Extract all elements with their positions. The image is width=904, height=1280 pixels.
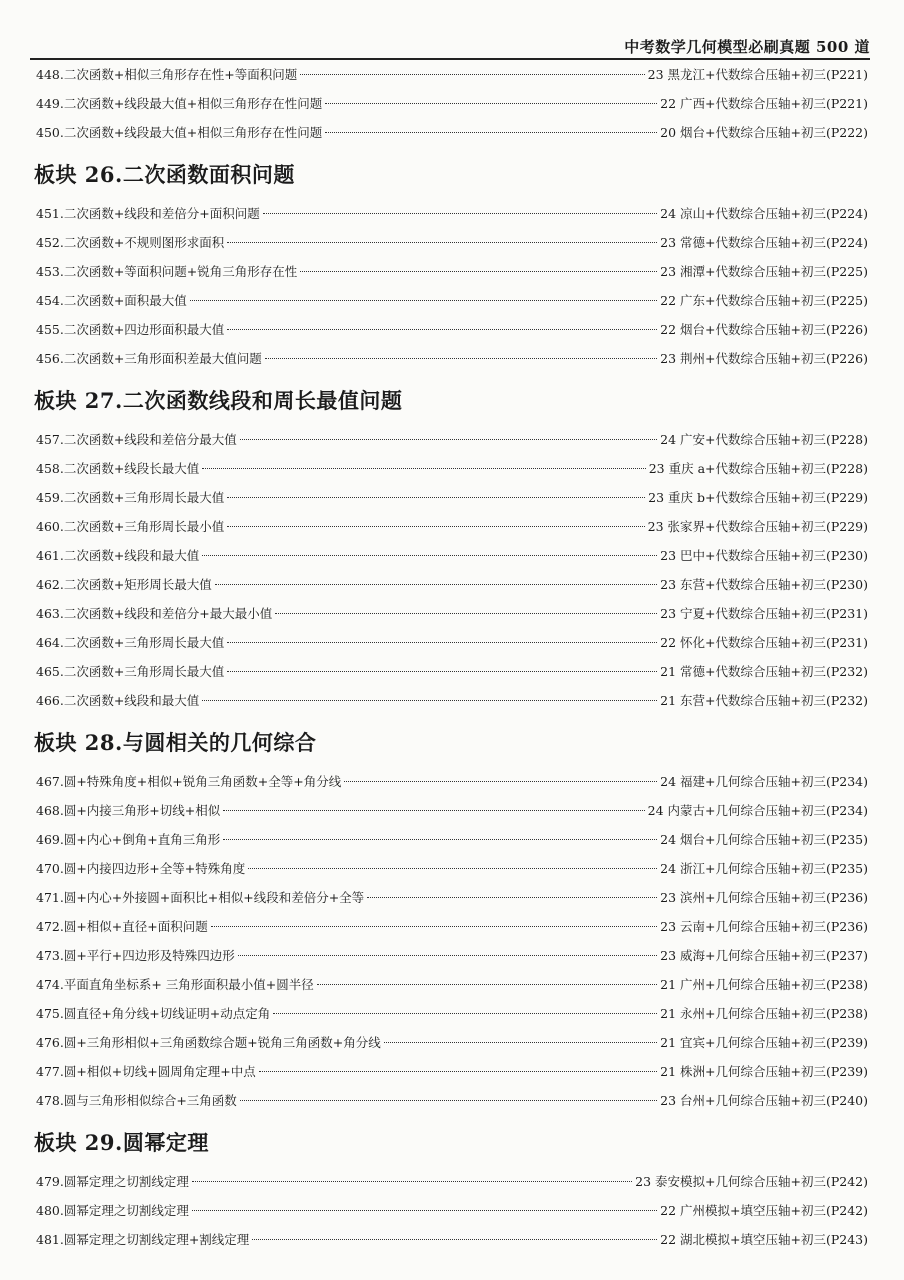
- entry-source-page: 20 烟台+代数综合压轴+初三(P222): [660, 125, 868, 140]
- dot-leader: [367, 897, 657, 898]
- section-heading: 板块 29.圆幂定理: [34, 1130, 209, 1155]
- entry-title: 456.二次函数+三角形面积差最大值问题: [36, 351, 262, 366]
- dot-leader: [190, 300, 657, 301]
- entry-title: 465.二次函数+三角形周长最大值: [36, 664, 225, 679]
- dot-leader: [265, 358, 657, 359]
- entry-title: 474.平面直角坐标系+ 三角形面积最小值+圆半径: [36, 977, 314, 992]
- entry-title: 462.二次函数+矩形周长最大值: [36, 577, 212, 592]
- toc-entry: [36, 344, 868, 373]
- toc-entry: [36, 767, 868, 796]
- toc-entry: [36, 1028, 868, 1057]
- dot-leader: [227, 642, 657, 643]
- entry-source-page: 23 荆州+代数综合压轴+初三(P226): [660, 351, 868, 366]
- dot-leader: [227, 242, 657, 243]
- entry-title: 476.圆+三角形相似+三角函数综合题+锐角三角函数+角分线: [36, 1035, 381, 1050]
- toc-section: [36, 60, 868, 147]
- entry-source-page: 21 东营+代数综合压轴+初三(P232): [660, 693, 868, 708]
- entry-source-page: 23 重庆 a+代数综合压轴+初三(P228): [648, 461, 868, 476]
- entry-source-page: 23 巴中+代数综合压轴+初三(P230): [660, 548, 868, 563]
- dot-leader: [227, 329, 657, 330]
- entry-title: 453.二次函数+等面积问题+锐角三角形存在性: [36, 264, 298, 279]
- entry-source-page: 23 重庆 b+代数综合压轴+初三(P229): [648, 490, 868, 505]
- entry-source-page: 22 广东+代数综合压轴+初三(P225): [660, 293, 868, 308]
- toc-entry: [36, 315, 868, 344]
- entry-source-page: 21 永州+几何综合压轴+初三(P238): [660, 1006, 868, 1021]
- entry-title: 459.二次函数+三角形周长最大值: [36, 490, 225, 505]
- dot-leader: [227, 497, 645, 498]
- toc-entry: [36, 1057, 868, 1086]
- toc-entry: [36, 825, 868, 854]
- dot-leader: [240, 1100, 657, 1101]
- toc-section: [36, 715, 868, 1115]
- entry-source-page: 22 湖北模拟+填空压轴+初三(P243): [660, 1232, 868, 1247]
- toc-entry: [36, 425, 868, 454]
- entry-title: 472.圆+相似+直径+面积问题: [36, 919, 208, 934]
- toc-entry: [36, 1196, 868, 1225]
- entry-source-page: 23 常德+代数综合压轴+初三(P224): [660, 235, 868, 250]
- entry-title: 455.二次函数+四边形面积最大值: [36, 322, 225, 337]
- entry-source-page: 21 广州+几何综合压轴+初三(P238): [660, 977, 868, 992]
- dot-leader: [202, 555, 657, 556]
- entry-title: 461.二次函数+线段和最大值: [36, 548, 200, 563]
- toc-entry: [36, 286, 868, 315]
- entry-title: 458.二次函数+线段长最大值: [36, 461, 200, 476]
- entry-source-page: 24 广安+代数综合压轴+初三(P228): [660, 432, 868, 447]
- toc-entry: [36, 1225, 868, 1254]
- entry-title: 479.圆幂定理之切割线定理: [36, 1174, 189, 1189]
- section-heading: 板块 28.与圆相关的几何综合: [34, 730, 317, 755]
- dot-leader: [325, 103, 657, 104]
- toc-entry: [36, 1167, 868, 1196]
- dot-leader: [215, 584, 657, 585]
- entry-title: 450.二次函数+线段最大值+相似三角形存在性问题: [36, 125, 323, 140]
- entry-source-page: 24 福建+几何综合压轴+初三(P234): [660, 774, 868, 789]
- entry-title: 475.圆直径+角分线+切线证明+动点定角: [36, 1006, 271, 1021]
- entry-source-page: 24 内蒙古+几何综合压轴+初三(P234): [647, 803, 868, 818]
- toc-entry: [36, 599, 868, 628]
- dot-leader: [263, 213, 657, 214]
- toc-entry: [36, 686, 868, 715]
- entry-source-page: 22 烟台+代数综合压轴+初三(P226): [660, 322, 868, 337]
- entry-source-page: 23 泰安模拟+几何综合压轴+初三(P242): [635, 1174, 868, 1189]
- toc-entry: [36, 999, 868, 1028]
- entry-title: 460.二次函数+三角形周长最小值: [36, 519, 225, 534]
- toc-entry: [36, 941, 868, 970]
- entry-source-page: 22 怀化+代数综合压轴+初三(P231): [660, 635, 868, 650]
- entry-title: 468.圆+内接三角形+切线+相似: [36, 803, 221, 818]
- toc-section: [36, 373, 868, 715]
- toc-entry: [36, 454, 868, 483]
- toc-entry: [36, 199, 868, 228]
- entry-source-page: 24 烟台+几何综合压轴+初三(P235): [660, 832, 868, 847]
- section-heading: 板块 26.二次函数面积问题: [34, 162, 295, 187]
- dot-leader: [192, 1210, 657, 1211]
- dot-leader: [202, 468, 645, 469]
- dot-leader: [227, 526, 644, 527]
- toc-entry: [36, 257, 868, 286]
- dot-leader: [384, 1042, 657, 1043]
- entry-title: 451.二次函数+线段和差倍分+面积问题: [36, 206, 260, 221]
- entry-title: 454.二次函数+面积最大值: [36, 293, 187, 308]
- dot-leader: [344, 781, 657, 782]
- toc-entry: [36, 970, 868, 999]
- dot-leader: [259, 1071, 657, 1072]
- entry-title: 457.二次函数+线段和差倍分最大值: [36, 432, 237, 447]
- entry-title: 481.圆幂定理之切割线定理+割线定理: [36, 1232, 250, 1247]
- toc-entry: [36, 883, 868, 912]
- dot-leader: [240, 439, 657, 440]
- toc-entry: [36, 228, 868, 257]
- dot-leader: [227, 671, 657, 672]
- entry-title: 452.二次函数+不规则图形求面积: [36, 235, 225, 250]
- dot-leader: [252, 1239, 657, 1240]
- toc-entry: [36, 541, 868, 570]
- entry-title: 448.二次函数+相似三角形存在性+等面积问题: [36, 67, 298, 82]
- toc-entry: [36, 118, 868, 147]
- dot-leader: [300, 271, 657, 272]
- entry-source-page: 23 张家界+代数综合压轴+初三(P229): [647, 519, 868, 534]
- toc-entry: [36, 1086, 868, 1115]
- entry-title: 470.圆+内接四边形+全等+特殊角度: [36, 861, 246, 876]
- dot-leader: [273, 1013, 657, 1014]
- dot-leader: [248, 868, 657, 869]
- entry-source-page: 21 常德+代数综合压轴+初三(P232): [660, 664, 868, 679]
- entry-title: 478.圆与三角形相似综合+三角函数: [36, 1093, 237, 1108]
- entry-title: 463.二次函数+线段和差倍分+最大最小值: [36, 606, 273, 621]
- entry-source-page: 22 广州模拟+填空压轴+初三(P242): [660, 1203, 868, 1218]
- toc-entry: [36, 60, 868, 89]
- entry-source-page: 23 滨州+几何综合压轴+初三(P236): [660, 890, 868, 905]
- entry-title: 469.圆+内心+倒角+直角三角形: [36, 832, 221, 847]
- dot-leader: [211, 926, 657, 927]
- section-heading: 板块 27.二次函数线段和周长最值问题: [34, 388, 403, 413]
- dot-leader: [192, 1181, 632, 1182]
- entry-title: 449.二次函数+线段最大值+相似三角形存在性问题: [36, 96, 323, 111]
- toc-entry: [36, 483, 868, 512]
- running-header-title: 中考数学几何模型必刷真题 500 道: [624, 38, 870, 56]
- entry-source-page: 21 宜宾+几何综合压轴+初三(P239): [660, 1035, 868, 1050]
- toc-section: [36, 147, 868, 373]
- toc-entry: [36, 570, 868, 599]
- entry-title: 471.圆+内心+外接圆+面积比+相似+线段和差倍分+全等: [36, 890, 365, 905]
- table-of-contents: [36, 60, 868, 1254]
- dot-leader: [325, 132, 657, 133]
- toc-entry: [36, 796, 868, 825]
- entry-source-page: 23 黑龙江+代数综合压轴+初三(P221): [647, 67, 868, 82]
- dot-leader: [275, 613, 657, 614]
- toc-entry: [36, 854, 868, 883]
- dot-leader: [223, 839, 657, 840]
- toc-entry: [36, 89, 868, 118]
- entry-title: 466.二次函数+线段和最大值: [36, 693, 200, 708]
- entry-title: 473.圆+平行+四边形及特殊四边形: [36, 948, 235, 963]
- toc-entry: [36, 657, 868, 686]
- toc-section: [36, 1115, 868, 1254]
- entry-source-page: 21 株洲+几何综合压轴+初三(P239): [660, 1064, 868, 1079]
- dot-leader: [317, 984, 657, 985]
- entry-source-page: 24 浙江+几何综合压轴+初三(P235): [660, 861, 868, 876]
- dot-leader: [300, 74, 644, 75]
- entry-source-page: 23 威海+几何综合压轴+初三(P237): [660, 948, 868, 963]
- entry-source-page: 24 凉山+代数综合压轴+初三(P224): [660, 206, 868, 221]
- entry-source-page: 23 东营+代数综合压轴+初三(P230): [660, 577, 868, 592]
- entry-source-page: 23 湘潭+代数综合压轴+初三(P225): [660, 264, 868, 279]
- entry-title: 480.圆幂定理之切割线定理: [36, 1203, 189, 1218]
- dot-leader: [238, 955, 657, 956]
- entry-title: 464.二次函数+三角形周长最大值: [36, 635, 225, 650]
- dot-leader: [223, 810, 644, 811]
- dot-leader: [202, 700, 657, 701]
- entry-title: 477.圆+相似+切线+圆周角定理+中点: [36, 1064, 256, 1079]
- toc-entry: [36, 512, 868, 541]
- entry-source-page: 23 宁夏+代数综合压轴+初三(P231): [660, 606, 868, 621]
- entry-source-page: 23 台州+几何综合压轴+初三(P240): [660, 1093, 868, 1108]
- entry-source-page: 23 云南+几何综合压轴+初三(P236): [660, 919, 868, 934]
- toc-entry: [36, 912, 868, 941]
- toc-entry: [36, 628, 868, 657]
- entry-source-page: 22 广西+代数综合压轴+初三(P221): [660, 96, 868, 111]
- entry-title: 467.圆+特殊角度+相似+锐角三角函数+全等+角分线: [36, 774, 342, 789]
